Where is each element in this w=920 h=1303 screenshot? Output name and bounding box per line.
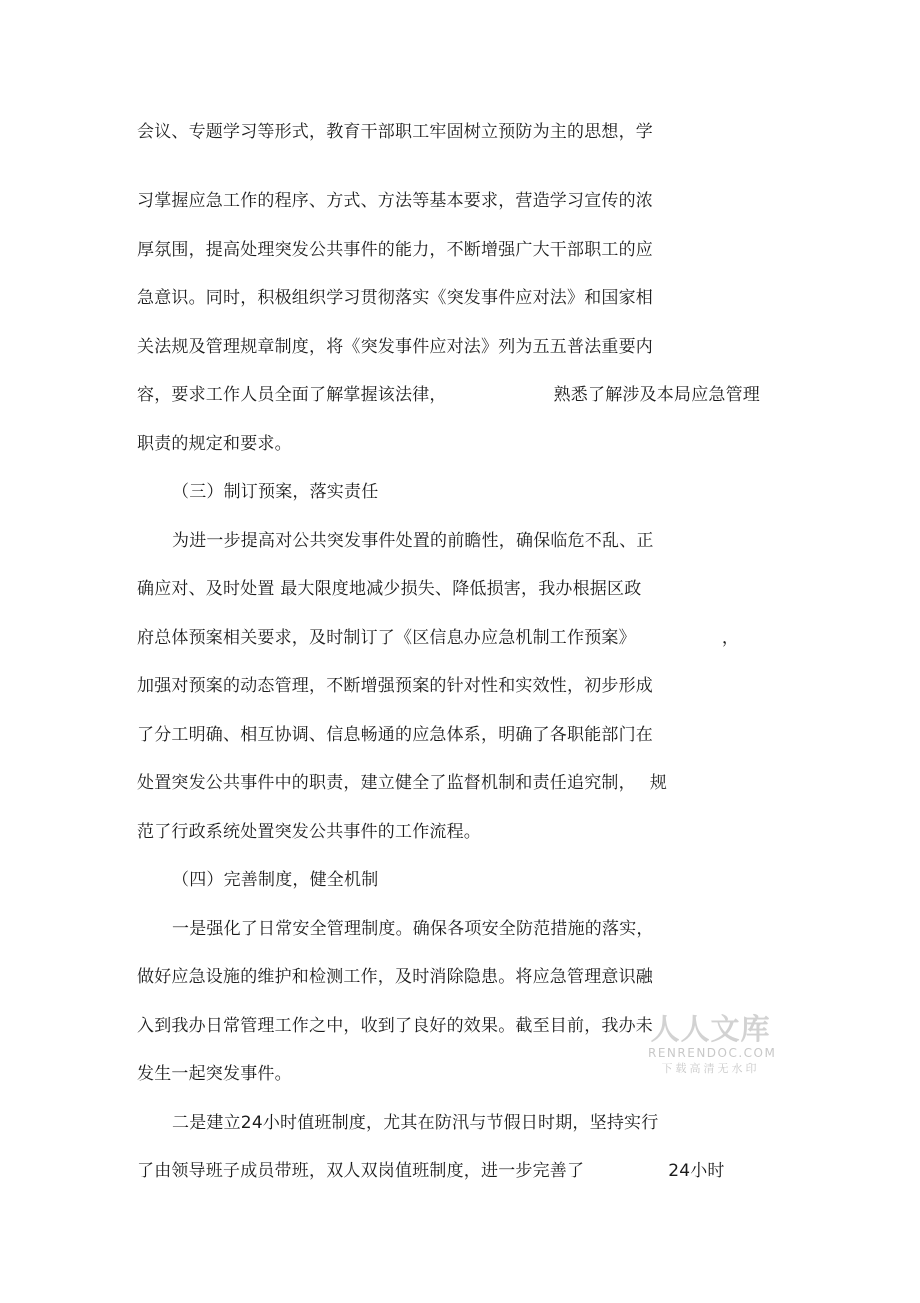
watermark-tagline: 下载高清无水印 xyxy=(661,1062,760,1075)
text-line: 会议、专题学习等形式，教育干部职工牢固树立预防为主的思想，学 xyxy=(137,122,653,142)
text-line: 做好应急设施的维护和检测工作，及时消除隐患。将应急管理意识融 xyxy=(137,967,653,987)
text-line xyxy=(137,627,739,649)
text-segment: 24小时 xyxy=(668,1161,725,1181)
text-line: 了分工明确、相互协调、信息畅通的应急体系，明确了各职能部门在 xyxy=(137,725,653,745)
text-line: 加强对预案的动态管理，不断增强预案的针对性和实效性，初步形成 xyxy=(137,676,653,696)
text-line xyxy=(137,384,760,406)
text-line: 急意识。同时，积极组织学习贯彻落实《突发事件应对法》和国家相 xyxy=(137,288,653,308)
text-line: 入到我办日常管理工作之中，收到了良好的效果。截至目前，我办未 xyxy=(137,1016,653,1036)
text-line xyxy=(137,1160,725,1182)
text-line xyxy=(137,772,667,794)
text-line: 二是建立24小时值班制度，尤其在防汛与节假日时期，坚持实行 xyxy=(172,1113,659,1133)
text-line: 职责的规定和要求。 xyxy=(137,434,292,454)
text-segment: 处置突发公共事件中的职责，建立健全了监督机制和责任追究制， xyxy=(137,773,636,793)
text-segment: 规 xyxy=(649,773,668,793)
text-segment: 府总体预案相关要求，及时制订了《区信息办应急机制工作预案》 xyxy=(137,628,636,648)
text-line: 为进一步提高对公共突发事件处置的前瞻性，确保临危不乱、正 xyxy=(172,531,654,551)
section-heading: （四）完善制度，健全机制 xyxy=(172,870,379,890)
text-line: 范了行政系统处置突发公共事件的工作流程。 xyxy=(137,822,481,842)
text-line: 厚氛围，提高处理突发公共事件的能力，不断增强广大干部职工的应 xyxy=(137,240,653,260)
text-line: 一是强化了日常安全管理制度。确保各项安全防范措施的落实， xyxy=(172,919,654,939)
text-segment: 了由领导班子成员带班，双人双岗值班制度，进一步完善了 xyxy=(137,1161,585,1181)
text-segment: ， xyxy=(721,628,740,648)
text-line: 关法规及管理规章制度，将《突发事件应对法》列为五五普法重要内 xyxy=(137,337,653,357)
section-heading: （三）制订预案，落实责任 xyxy=(172,482,379,502)
text-line: 习掌握应急工作的程序、方式、方法等基本要求，营造学习宣传的浓 xyxy=(137,191,653,211)
text-segment: 熟悉了解涉及本局应急管理 xyxy=(553,385,761,405)
watermark-brand-cn: 人人文库 xyxy=(650,1012,771,1046)
watermark-brand-en: RENRENDOC.COM xyxy=(648,1046,777,1060)
text-line: 确应对、及时处置 最大限度地减少损失、降低损害，我办根据区政 xyxy=(137,579,642,599)
text-segment: 容，要求工作人员全面了解掌握该法律， xyxy=(137,385,447,405)
watermark-logo xyxy=(648,1012,778,1082)
text-line: 发生一起突发事件。 xyxy=(137,1064,292,1084)
